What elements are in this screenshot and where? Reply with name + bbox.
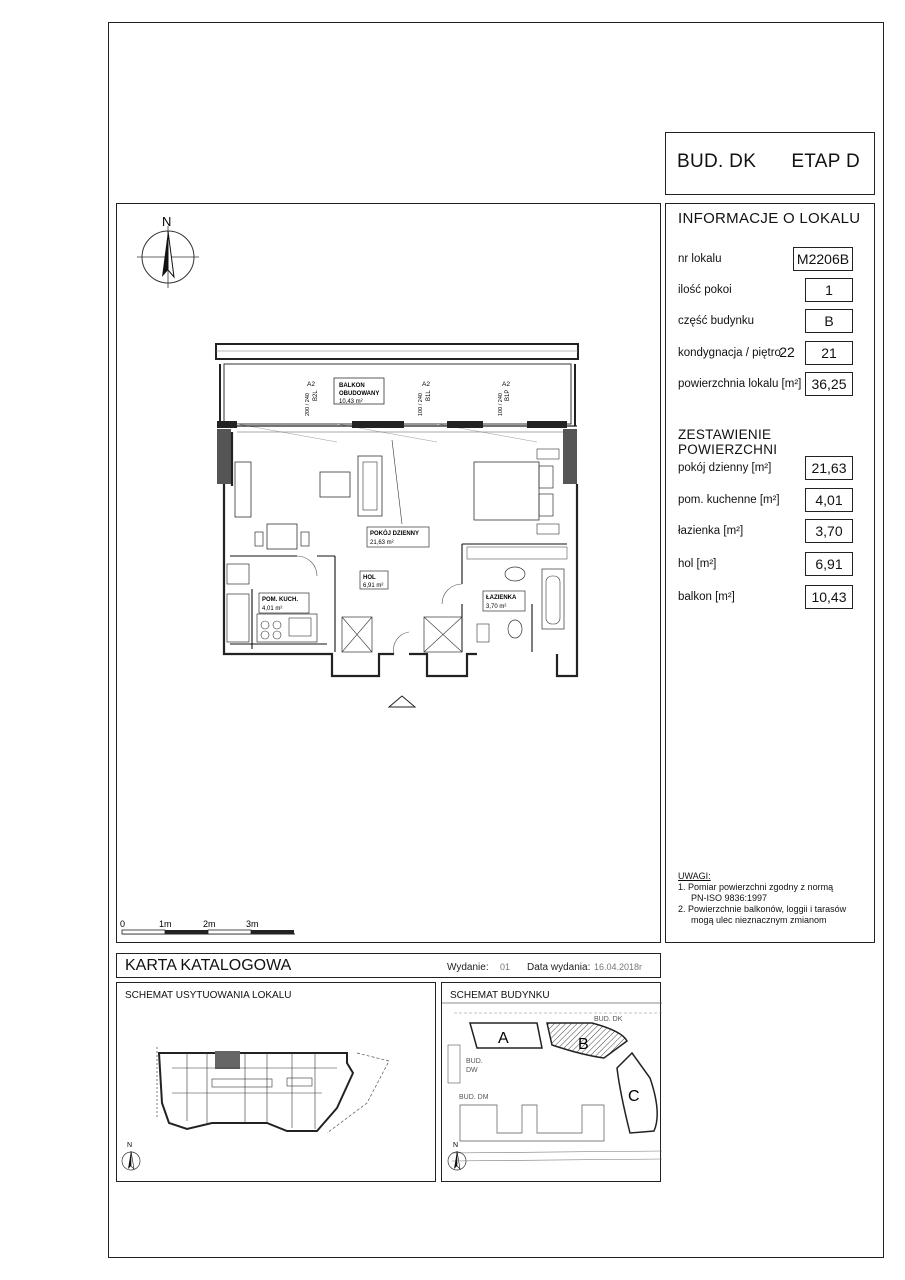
- building-north-icon: [448, 1151, 466, 1170]
- row-floor: kondygnacja / piętro 22 21: [678, 341, 868, 367]
- svg-text:BUD. DK: BUD. DK: [594, 1016, 623, 1023]
- room-name-kitchen: POM. KUCH.: [262, 597, 298, 603]
- room-area-hall: 6,91 m²: [363, 583, 384, 589]
- window-code-1: B2L: [313, 390, 319, 401]
- areas-title: ZESTAWIENIE POWIERZCHNI: [678, 427, 778, 457]
- entrance-marker-icon: [389, 696, 415, 707]
- window-type-1: A2: [307, 381, 315, 388]
- window-dims-2: 100 / 240: [418, 393, 424, 416]
- window-code-3: B1P: [505, 389, 511, 401]
- scale-label-0: 0: [120, 919, 126, 929]
- room-area-living: 21,63 m²: [370, 540, 394, 546]
- room-name-balcony: BALKON: [339, 383, 365, 389]
- row-room-count: ilość pokoi 1: [678, 278, 868, 304]
- svg-text:BUD. DM: BUD. DM: [459, 1094, 489, 1101]
- room-name-bathroom: ŁAZIENKA: [486, 595, 517, 601]
- row-living-room-area: pokój dzienny [m²] 21,63: [678, 456, 868, 482]
- window-code-2: B1L: [426, 390, 432, 401]
- storey-value: 22: [779, 344, 795, 360]
- window-dims-3: 100 / 240: [498, 393, 504, 416]
- stage-label: ETAP D: [791, 151, 860, 172]
- building-part-value: B: [805, 309, 853, 333]
- notes: UWAGI: 1. Pomiar powierzchni zgodny z normą PN-ISO 9836:1997 2. Powierzchnie balkonów, loggii i tarasów mogą ulec nieznacznym zmianom: [678, 871, 847, 925]
- building-a-label: A: [498, 1030, 509, 1047]
- building-schema-panel: SCHEMAT BUDYNKU A B C BUD. DK BUD. DW BUD. DM N: [441, 982, 661, 1182]
- svg-text:N: N: [127, 1142, 133, 1149]
- room-name-balcony-2: OBUDOWANY: [339, 391, 380, 397]
- room-count-value: 1: [805, 278, 853, 302]
- scale-bar: [122, 930, 295, 934]
- window-type-3: A2: [502, 381, 510, 388]
- window-type-2: A2: [422, 381, 430, 388]
- catalog-card-title: KARTA KATALOGOWA: [125, 957, 292, 974]
- row-bathroom-area: łazienka [m²] 3,70: [678, 519, 868, 545]
- room-area-bathroom: 3,70 m²: [486, 604, 507, 610]
- room-name-living: POKÓJ DZIENNY: [370, 531, 420, 537]
- catalog-card-header: KARTA KATALOGOWA Wydanie: 01 Data wydania: 16.04.2018r: [116, 953, 661, 978]
- scale-label-2: 2m: [203, 919, 216, 929]
- floor-plan-drawing: [117, 204, 662, 944]
- unit-area-value: 36,25: [805, 372, 853, 396]
- row-building-part: część budynku B: [678, 309, 868, 335]
- room-name-hall: HOL: [363, 575, 376, 581]
- north-arrow-icon: [137, 226, 199, 288]
- row-hall-area: hol [m²] 6,91: [678, 552, 868, 578]
- scale-label-1: 1m: [159, 919, 172, 929]
- unit-number-value: M2206B: [793, 247, 853, 271]
- building-label: BUD. DK: [677, 151, 757, 172]
- row-balcony-area: balkon [m²] 10,43: [678, 585, 868, 611]
- floor-value: 21: [805, 341, 853, 365]
- floor-plan-panel: [116, 203, 661, 943]
- info-panel: [665, 203, 875, 943]
- room-area-balcony: 10,43 m²: [339, 399, 363, 405]
- header-box: [665, 132, 875, 195]
- north-label: N: [162, 214, 172, 229]
- svg-text:N: N: [453, 1142, 459, 1149]
- svg-text:BUD.: BUD.: [466, 1058, 483, 1065]
- row-unit-number: nr lokalu M2206B: [678, 247, 868, 273]
- date-value: 16.04.2018r: [594, 962, 643, 972]
- building-c-label: C: [628, 1088, 640, 1105]
- svg-text:DW: DW: [466, 1067, 478, 1074]
- row-unit-area: powierzchnia lokalu [m²] 36,25: [678, 372, 868, 398]
- building-b-label: B: [578, 1036, 589, 1053]
- window-dims-1: 200 / 240: [305, 393, 311, 416]
- location-north-icon: [122, 1151, 140, 1170]
- location-schema-drawing: [117, 983, 437, 1183]
- scale-label-3: 3m: [246, 919, 259, 929]
- building-schema-drawing: [442, 983, 662, 1183]
- room-area-kitchen: 4,01 m²: [262, 606, 283, 612]
- info-title: INFORMACJE O LOKALU: [678, 210, 861, 227]
- edition-value: 01: [500, 962, 511, 972]
- location-schema-panel: SCHEMAT USYTUOWANIA LOKALU N: [116, 982, 436, 1182]
- row-kitchen-area: pom. kuchenne [m²] 4,01: [678, 488, 868, 514]
